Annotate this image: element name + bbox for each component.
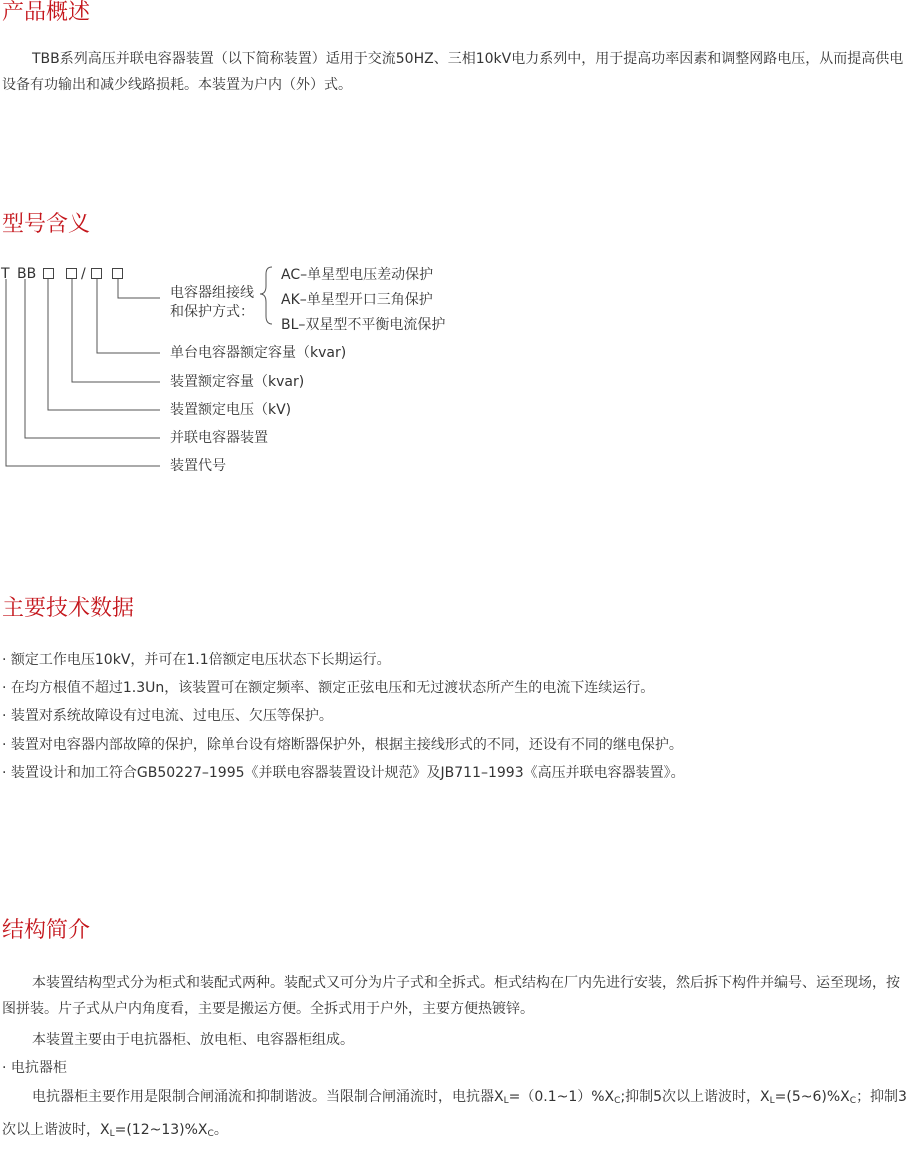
wiring-label-line1: 电容器组接线	[170, 285, 254, 301]
wiring-label-line2: 和保护方式：	[170, 304, 254, 320]
leader-line-parallel-capacitor	[25, 279, 160, 438]
tech-bullet-item: · 在均方根值不超过1.3Un，该装置可在额定频率、额定正弦电压和无过渡状态所产生的电流下连续运行。	[2, 680, 655, 696]
model-item-unit-capacity: 单台电容器额定容量（kvar)	[170, 345, 347, 361]
leader-line-rated-voltage	[48, 279, 160, 410]
code-letters-bb: BB	[17, 266, 37, 282]
model-item-device-code: 装置代号	[170, 458, 226, 474]
structure-paragraph-2: 本装置主要由于电抗器柜、放电柜、电容器柜组成。	[32, 1032, 354, 1048]
leader-line-wiring	[118, 279, 160, 298]
leader-line-rated-capacity	[72, 279, 160, 382]
code-box-unit-capacity	[91, 268, 102, 279]
leader-line-unit-capacity	[97, 279, 160, 353]
structure-paragraph-1	[2, 970, 912, 1022]
section-title-structure: 结构简介	[2, 918, 91, 943]
tech-bullet-item: · 额定工作电压10kV，并可在1.1倍额定电压状态下长期运行。	[2, 652, 391, 668]
code-slash: /	[81, 266, 86, 282]
wiring-brace	[260, 267, 272, 324]
model-code-diagram	[0, 258, 520, 488]
code-box-voltage	[43, 268, 54, 279]
structure-paragraph-3	[2, 1083, 912, 1149]
structure-text-3: 电抗器柜主要作用是限制合闸涌流和抑制谐波。当限制合闸涌流时，电抗器$X_L=(0.1\sim 1)\%X_C$;抑制5次以上谐波时，$X_L=(5\sim 6)\%X_C$；抑制3次以上谐波时，$X_L=(12\sim 13)\%X_C$。	[2, 1089, 907, 1139]
section-title-tech: 主要技术数据	[2, 596, 135, 621]
wiring-option-ak: AK–单星型开口三角保护	[281, 292, 433, 308]
structure-subtitle-reactor: · 电抗器柜	[2, 1060, 67, 1076]
section-title-model: 型号含义	[2, 212, 91, 237]
tech-bullet-item: · 装置对系统故障设有过电流、过电压、欠压等保护。	[2, 708, 333, 724]
wiring-option-ac: AC–单星型电压差动保护	[281, 267, 434, 283]
code-letter-t: T	[1, 266, 10, 282]
overview-text: TBB系列高压并联电容器装置（以下简称装置）适用于交流50HZ、三相10kV电力系列中，用于提高功率因素和调整网路电压，从而提高供电设备有功输出和减少线路损耗。本装置为户内（外）式。	[2, 51, 904, 93]
code-box-capacity	[66, 268, 77, 279]
model-item-device-capacity: 装置额定容量（kvar)	[170, 374, 305, 390]
tech-bullet-item: · 装置对电容器内部故障的保护，除单台设有熔断器保护外，根据主接线形式的不同，还设有不同的继电保护。	[2, 737, 683, 753]
model-item-rated-voltage: 装置额定电压（kV)	[170, 402, 292, 418]
tech-bullet-item: · 装置设计和加工符合GB50227–1995《并联电容器装置设计规范》及JB711–1993《高压并联电容器装置》。	[2, 765, 685, 781]
overview-paragraph	[2, 46, 912, 98]
structure-text-1: 本装置结构型式分为柜式和装配式两种。装配式又可分为片子式和全拆式。柜式结构在厂内先进行安装，然后拆下构件并编号、运至现场，按图拼装。片子式从户内角度看，主要是搬运方便。全拆式用于户外，主要方便热镀锌。	[2, 975, 900, 1017]
model-item-parallel-capacitor: 并联电容器装置	[170, 430, 268, 446]
code-box-wiring	[112, 268, 123, 279]
section-title-overview: 产品概述	[2, 0, 91, 25]
wiring-option-bl: BL–双星型不平衡电流保护	[281, 317, 446, 333]
